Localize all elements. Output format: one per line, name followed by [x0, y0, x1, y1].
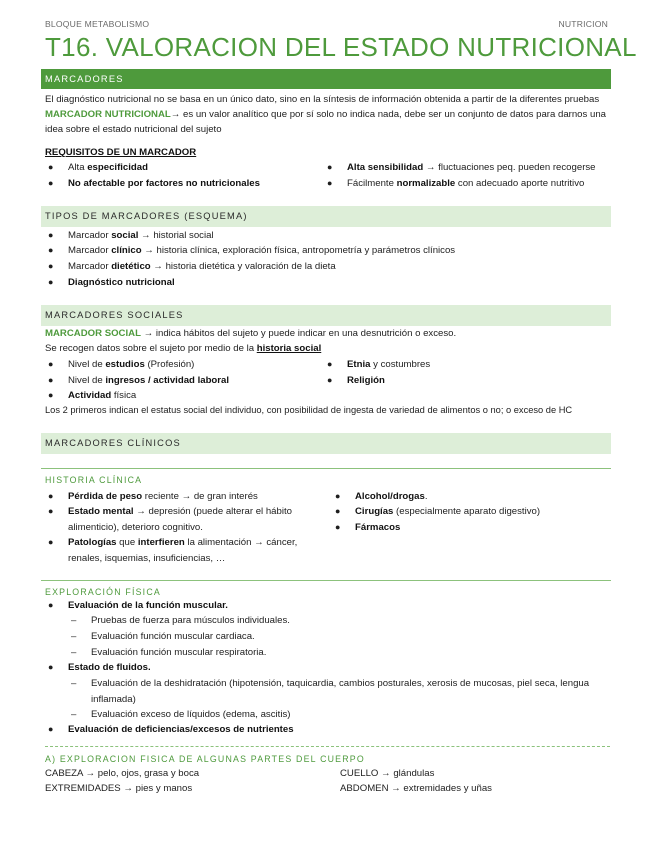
- list-item: ● Marcador dietético → historia dietética y valoración de la dieta: [68, 259, 336, 275]
- page-title: T16. VALORACION DEL ESTADO NUTRICIONAL: [45, 32, 637, 62]
- list-item: ● Cirugías (especialmente aparato digestivo): [355, 504, 540, 520]
- bullet-icon: ●: [48, 537, 54, 547]
- section-heading-tipos: TIPOS DE MARCADORES (ESQUEMA): [41, 206, 611, 227]
- list-item: ● Fármacos: [355, 520, 400, 536]
- marcadores-paragraph-3: idea sobre el estado nutricional del sujeto: [45, 124, 222, 135]
- list-item: ● Evaluación de deficiencias/excesos de nutrientes: [68, 722, 294, 738]
- divider: [41, 580, 611, 581]
- sub-list-item: – Evaluación de la deshidratación (hipotensión, taquicardia, cambios posturales, xerosis de mucosas, piel seca, lengua inflamada): [71, 678, 590, 705]
- sociales-line-1: MARCADOR SOCIAL → indica hábitos del sujeto y puede indicar en una desnutrición o exceso.: [45, 328, 457, 339]
- subheading-historia-clinica: HISTORIA CLÍNICA: [45, 475, 143, 485]
- subheading-partes-cuerpo: A) EXPLORACION FISICA DE ALGUNAS PARTES DEL CUERPO: [45, 754, 365, 764]
- section-heading-sociales: MARCADORES SOCIALES: [41, 305, 611, 326]
- list-item: ● Alcohol/drogas.: [355, 489, 428, 505]
- list-item: ● Marcador clínico → historia clínica, exploración física, antropometría y parámetros clínicos: [68, 243, 455, 259]
- list-item: ● Religión: [347, 373, 385, 389]
- bullet-icon: ●: [48, 245, 54, 255]
- bullet-icon: ●: [48, 230, 54, 240]
- bullet-icon: ●: [48, 390, 54, 400]
- list-item: ● Actividad física: [68, 388, 136, 404]
- partes-extremidades: EXTREMIDADES → pies y manos: [45, 783, 193, 794]
- bullet-icon: ●: [327, 375, 333, 385]
- bullet-icon: ●: [335, 491, 341, 501]
- list-item: ● Alta especificidad: [68, 160, 148, 176]
- divider: [41, 468, 611, 469]
- list-item: ● No afectable por factores no nutricionales: [68, 176, 260, 192]
- running-header-right: NUTRICION: [558, 19, 608, 29]
- list-item: ● Alta sensibilidad → fluctuaciones peq. pueden recogerse: [347, 160, 596, 176]
- list-item: ● Estado mental → depresión (puede alterar el hábito alimenticio), deterioro cognitivo.: [48, 506, 292, 533]
- running-header-left: BLOQUE METABOLISMO: [45, 19, 150, 29]
- dash-icon: –: [71, 631, 77, 642]
- partes-abdomen: ABDOMEN → extremidades y uñas: [340, 783, 492, 794]
- section-heading-clinicos: MARCADORES CLÍNICOS: [41, 433, 611, 454]
- sub-list-item: – Evaluación función muscular respiratoria.: [91, 645, 266, 661]
- dash-icon: –: [71, 615, 77, 626]
- bullet-icon: ●: [48, 662, 54, 672]
- list-item: ● Etnia y costumbres: [347, 357, 430, 373]
- bullet-icon: ●: [335, 522, 341, 532]
- marcadores-paragraph-1: El diagnóstico nutricional no se basa en un único dato, sino en la síntesis de información obtenida a partir de la diferentes pruebas: [45, 94, 600, 105]
- list-item: ● Diagnóstico nutricional: [68, 275, 175, 291]
- divider: [45, 746, 610, 747]
- list-item: ● Marcador social → historial social: [68, 228, 214, 244]
- sub-list-item: – Evaluación función muscular cardiaca.: [91, 629, 255, 645]
- bullet-icon: ●: [48, 178, 54, 188]
- bullet-icon: ●: [48, 724, 54, 734]
- dash-icon: –: [71, 647, 77, 658]
- sociales-footer: Los 2 primeros indican el estatus social del individuo, con posibilidad de ingesta de variedad de alimentos o no; o exceso de HC: [45, 405, 573, 415]
- sub-list-item: – Pruebas de fuerza para músculos individuales.: [91, 613, 290, 629]
- list-item: ● Evaluación de la función muscular.: [68, 598, 228, 614]
- list-item: ● Estado de fluidos.: [68, 660, 151, 676]
- marcadores-paragraph-2: MARCADOR NUTRICIONAL→ es un valor analítico que por sí solo no indica nada, debe ser un conjunto de datos para darnos una: [45, 109, 606, 120]
- requisitos-title: REQUISITOS DE UN MARCADOR: [45, 147, 197, 158]
- dash-icon: –: [71, 678, 77, 689]
- sociales-line-2: Se recogen datos sobre el sujeto por medio de la historia social: [45, 343, 322, 354]
- section-heading-marcadores: MARCADORES: [41, 69, 611, 89]
- term-marcador-social: MARCADOR SOCIAL: [45, 328, 141, 339]
- sub-list-item: – Evaluación exceso de líquidos (edema, ascitis): [91, 707, 290, 723]
- bullet-icon: ●: [327, 359, 333, 369]
- bullet-icon: ●: [48, 277, 54, 287]
- bullet-icon: ●: [48, 375, 54, 385]
- partes-cabeza: CABEZA → pelo, ojos, grasa y boca: [45, 768, 200, 779]
- bullet-icon: ●: [48, 162, 54, 172]
- bullet-icon: ●: [48, 506, 54, 516]
- bullet-icon: ●: [335, 506, 341, 516]
- bullet-icon: ●: [327, 178, 333, 188]
- dash-icon: –: [71, 709, 77, 720]
- bullet-icon: ●: [48, 359, 54, 369]
- bullet-icon: ●: [48, 600, 54, 610]
- bullet-icon: ●: [48, 491, 54, 501]
- list-item: ● Fácilmente normalizable con adecuado aporte nutritivo: [347, 176, 584, 192]
- bullet-icon: ●: [48, 261, 54, 271]
- list-item: ● Pérdida de peso reciente → de gran interés: [68, 489, 258, 505]
- list-item: ● Patologías que interfieren la alimentación → cáncer, renales, isquemias, insuficiencias, …: [48, 537, 298, 564]
- partes-cuello: CUELLO → glándulas: [340, 768, 435, 779]
- list-item: ● Nivel de ingresos / actividad laboral: [68, 373, 229, 389]
- term-marcador-nutricional: MARCADOR NUTRICIONAL: [45, 109, 171, 120]
- subheading-exploracion-fisica: EXPLORACIÓN FÍSICA: [45, 587, 161, 597]
- list-item: ● Nivel de estudios (Profesión): [68, 357, 194, 373]
- bullet-icon: ●: [327, 162, 333, 172]
